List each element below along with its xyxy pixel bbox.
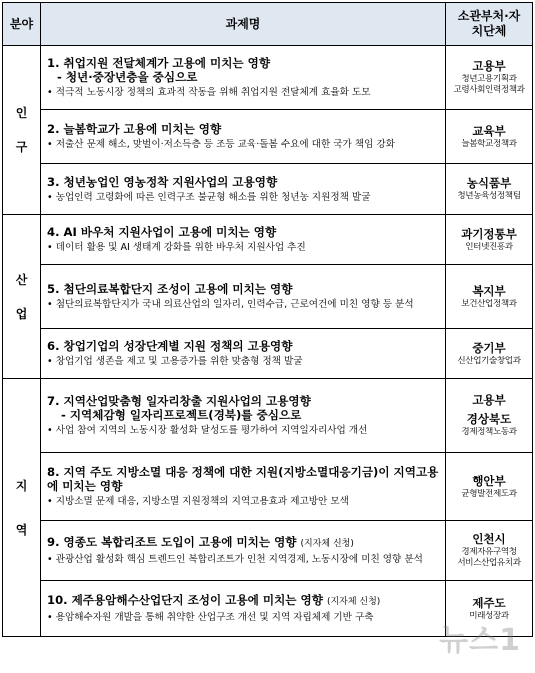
task-description: • 첨단의료복합단지가 국내 의료산업의 일자리, 인력수급, 근로여건에 미친 영향 등 분석: [47, 299, 414, 310]
table-row: [3, 329, 533, 379]
dept-detail-line: 서비스산업유치과: [457, 558, 521, 568]
task-description: • 적극적 노동시장 정책의 효과적 작동을 위해 취업지원 전달체계 효율화 도모: [47, 87, 371, 98]
task-cell: [41, 265, 446, 329]
dept-detail: 신산업기술창업과: [457, 355, 521, 366]
table-row: [3, 265, 533, 329]
dept-name: 고용부: [472, 393, 506, 407]
dept-detail: 인터넷진흥과: [465, 241, 513, 252]
header-task: 과제명: [41, 3, 446, 46]
task-title: 10. 제주용암해수산업단지 조성이 고용에 미치는 영향 (지자체 신청): [47, 593, 381, 607]
dept-detail: 늘봄학교정책과: [461, 138, 517, 149]
task-title: 4. AI 바우처 지원사업이 고용에 미치는 영향: [47, 225, 277, 239]
task-title: 5. 첨단의료복합단지 조성이 고용에 미치는 영향: [47, 282, 293, 296]
field-cell-population: [3, 46, 41, 215]
dept-detail: 경제정책노동과: [461, 427, 517, 437]
task-description: • 창업기업 생존을 제고 및 고용증가를 위한 맞춤형 정책 발굴: [47, 356, 303, 367]
task-description: • 용암해수자원 개발을 통해 취약한 산업구조 개선 및 지역 자립체제 기반 구축: [47, 612, 374, 623]
task-cell: [41, 581, 446, 637]
field-char: 업: [15, 306, 28, 321]
dept-cell: [446, 110, 533, 164]
table-row: [3, 164, 533, 215]
task-title: 3. 청년농업인 영농정착 지원사업의 고용영향: [47, 174, 278, 189]
dept-name: 농식품부: [466, 176, 512, 190]
dept-cell: [446, 46, 533, 110]
field-label: [3, 270, 40, 324]
table-header-row: [3, 3, 533, 46]
task-description: • 사업 참여 지역의 노동시장 활성화 달성도를 평가하여 지역일자리사업 개선: [47, 425, 368, 436]
task-cell: [41, 110, 446, 164]
task-subtitle: - 지역체감형 일자리프로젝트(경북)를 중심으로: [61, 408, 302, 422]
task-note: (지자체 신청): [326, 597, 381, 607]
task-description: • 데이터 활용 및 AI 생태계 강화를 위한 바우처 지원사업 추진: [47, 242, 306, 253]
header-field: 분야: [3, 3, 41, 46]
table-row: [3, 46, 533, 110]
field-char: 역: [15, 522, 28, 537]
task-description: • 관광산업 활성화 핵심 트렌드인 복합리조트가 인천 지역경제, 노동시장에 미친 영향 분석: [47, 554, 423, 565]
dept-name: 복지부: [472, 283, 506, 298]
table-row: [3, 110, 533, 164]
field-char: 산: [15, 272, 28, 287]
dept-name: 교육부: [472, 123, 506, 138]
task-title: 2. 늘봄학교가 고용에 미치는 영향: [47, 122, 222, 136]
task-cell: [41, 46, 446, 110]
dept-detail: 보건산업정책과: [461, 298, 517, 309]
task-cell: [41, 164, 446, 215]
table-row: [3, 453, 533, 521]
dept-name: 행안부: [472, 473, 506, 488]
task-title: 9. 영종도 복합리조트 도입이 고용에 미치는 영향 (지자체 신청): [47, 535, 354, 549]
dept-detail: [447, 547, 531, 569]
task-cell: [41, 453, 446, 521]
task-title: 7. 지역산업맞춤형 일자리창출 지원사업의 고용영향: [47, 394, 311, 408]
field-cell-region: [3, 379, 41, 637]
dept-name: 제주도: [472, 595, 506, 610]
task-cell: [41, 215, 446, 265]
dept-cell: [446, 453, 533, 521]
task-title: 6. 창업기업의 성장단계별 지원 정책의 고용영향: [47, 339, 293, 353]
dept-detail: [447, 74, 531, 96]
task-cell: [41, 521, 446, 581]
dept-detail: 청년농육성정책팀: [457, 191, 521, 201]
dept-cell: [446, 329, 533, 379]
field-cell-industry: [3, 215, 41, 379]
dept-name: 고용부: [472, 59, 506, 73]
dept-cell: [446, 379, 533, 453]
dept-detail-line: 경제자유구역청: [461, 547, 517, 557]
dept-cell: [446, 265, 533, 329]
field-char: 인: [15, 106, 28, 120]
dept-detail-line: 고령사회인력정책과: [453, 85, 525, 95]
field-label: [3, 103, 40, 157]
task-cell: [41, 329, 446, 379]
field-label: [3, 476, 40, 540]
table-row: [3, 215, 533, 265]
task-description: • 농업인력 고령화에 따른 인력구조 불균형 해소를 위한 청년농 지원정책 발굴: [47, 191, 371, 203]
dept-name-secondary: 경상북도: [466, 412, 512, 426]
task-title: 1. 취업지원 전달체계가 고용에 미치는 영향: [47, 56, 271, 70]
table-row: [3, 521, 533, 581]
dept-detail-line: 청년고용기획과: [461, 74, 517, 84]
dept-detail: 미래성장과: [469, 610, 509, 621]
dept-name: 과기정통부: [461, 226, 517, 241]
task-title: 8. 지역 주도 지방소멸 대응 정책에 대한 지원(지방소멸대응기금)이 지역고용에 미치는 영향: [47, 465, 439, 493]
table-row: [3, 379, 533, 453]
task-description: • 지방소멸 문제 대응, 지방소멸 지원정책의 지역고용효과 제고방안 모색: [47, 496, 349, 507]
watermark: 뉴스1: [439, 623, 521, 658]
dept-cell: [446, 521, 533, 581]
header-dept: 소관부처·자치단체: [446, 3, 533, 46]
task-table: [2, 2, 533, 637]
task-description: • 저출산 문제 해소, 맞벌이·저소득층 등 조등 교육·돌봄 수요에 대한 국가 책임 강화: [47, 139, 395, 150]
task-subtitle: - 청년·중장년층을 중심으로: [57, 70, 198, 84]
task-cell: [41, 379, 446, 453]
field-char: 구: [15, 140, 28, 154]
dept-name: 인천시: [472, 532, 506, 546]
dept-cell: [446, 164, 533, 215]
dept-detail: 균형발전제도과: [461, 488, 517, 499]
dept-cell: [446, 215, 533, 265]
task-note: (지자체 신청): [300, 539, 354, 549]
dept-name: 중기부: [472, 340, 506, 355]
field-char: 지: [15, 478, 28, 493]
